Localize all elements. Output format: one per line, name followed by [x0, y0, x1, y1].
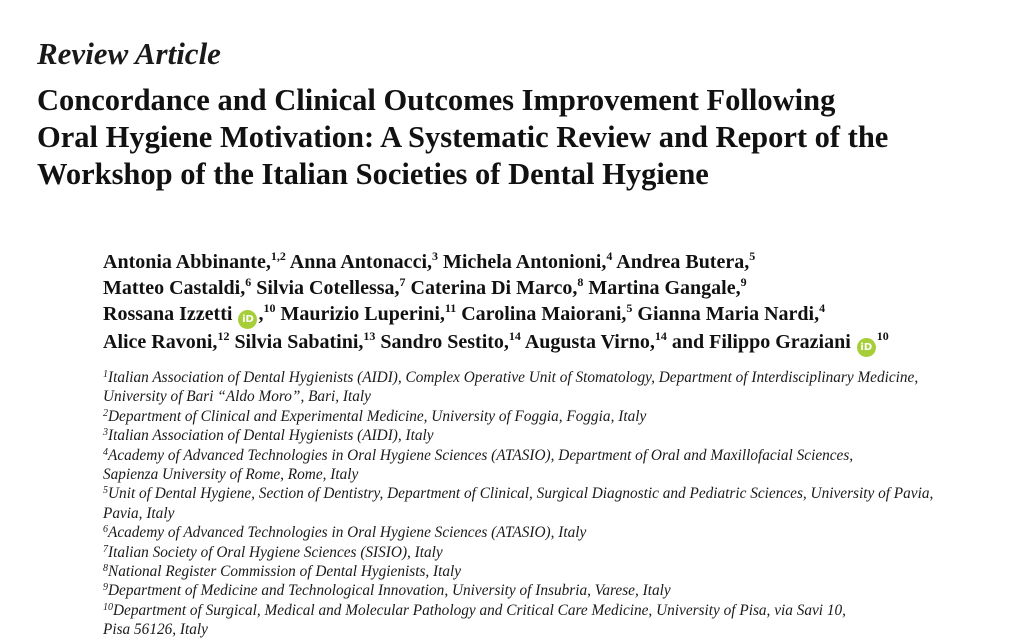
affiliation-text: Pisa 56126, Italy — [103, 621, 208, 639]
affiliation-line — [103, 523, 983, 542]
affiliation-text: Department of Surgical, Medical and Molecular Pathology and Critical Care Medicine, University of Pisa, via Savi 10, — [113, 601, 846, 619]
author-line — [103, 249, 983, 275]
affiliation-marker[interactable]: 11 — [444, 301, 457, 315]
affiliation-text: Pavia, Italy — [103, 504, 175, 522]
affiliation-marker[interactable]: 5 — [749, 249, 756, 263]
affiliation-marker[interactable]: 14 — [654, 329, 667, 343]
author-name[interactable]: Michela Antonioni,$^4$ — [443, 249, 613, 273]
affiliation-number: 7 — [103, 543, 108, 555]
affiliation-text: Italian Association of Dental Hygienists (AIDI), Italy — [108, 427, 434, 445]
affiliation-marker[interactable]: 7 — [399, 275, 406, 289]
affiliation-list — [103, 368, 983, 640]
affiliation-line — [103, 446, 983, 465]
author-name[interactable]: Alice Ravoni,$^{12}$ — [103, 329, 230, 353]
affiliation-marker[interactable]: 12 — [217, 329, 230, 343]
author-name[interactable]: Matteo Castaldi,$^6$ — [103, 275, 252, 299]
title-line: Concordance and Clinical Outcomes Improvement Following — [37, 83, 836, 117]
title-line: Oral Hygiene Motivation: A Systematic Review and Report of the — [37, 120, 889, 154]
affiliation-marker[interactable]: 1,2 — [270, 249, 286, 263]
affiliation-number: 1 — [103, 369, 108, 380]
affiliation-text: Department of Medicine and Technological Innovation, University of Insubria, Varese, Italy — [108, 582, 671, 600]
article-title — [37, 82, 987, 193]
author-name[interactable]: Gianna Maria Nardi,$^4$ — [637, 301, 826, 325]
author-name[interactable]: Anna Antonacci,$^3$ — [289, 249, 438, 273]
article-type: Review Article — [37, 36, 221, 71]
affiliation-line — [103, 426, 983, 445]
affiliation-line — [103, 543, 983, 562]
author-name[interactable]: Sandro Sestito,$^{14}$ — [380, 329, 521, 353]
author-name[interactable]: Andrea Butera,$^5$ — [616, 249, 756, 273]
affiliation-line — [103, 504, 983, 523]
author-name[interactable]: Rossana Izzetti iD ,$^{10}$ — [103, 303, 275, 325]
affiliation-line — [103, 562, 983, 581]
affiliation-marker[interactable]: 14 — [508, 329, 521, 343]
affiliation-number: 5 — [103, 485, 108, 497]
affiliation-text: Academy of Advanced Technologies in Oral Hygiene Sciences (ATASIO), Department of Oral and Maxillofacial Sciences, — [108, 446, 854, 464]
affiliation-line — [103, 368, 983, 387]
author-name[interactable]: Silvia Cotellessa,$^7$ — [256, 275, 406, 299]
affiliation-text: Unit of Dental Hygiene, Section of Dentistry, Department of Clinical, Surgical Diagnostic and Pediatric Sciences, University of Pavia, — [108, 485, 934, 503]
author-name[interactable]: Caterina Di Marco,$^8$ — [410, 275, 584, 299]
affiliation-line — [103, 465, 983, 484]
affiliation-marker[interactable]: 10 — [263, 301, 276, 315]
affiliation-marker[interactable]: 3 — [432, 249, 438, 263]
affiliation-marker[interactable]: 4 — [819, 301, 826, 315]
author-name[interactable]: Antonia Abbinante,$^{1,2}$ — [103, 249, 286, 273]
affiliation-text: National Register Commission of Dental Hygienists, Italy — [108, 563, 462, 581]
affiliation-marker[interactable]: 4 — [606, 249, 613, 263]
author-name[interactable]: Martina Gangale,$^9$ — [588, 275, 747, 299]
affiliation-text: Italian Society of Oral Hygiene Sciences (SISIO), Italy — [108, 543, 443, 561]
affiliation-number: 8 — [103, 563, 108, 575]
affiliation-number: 6 — [103, 524, 108, 536]
affiliation-number: 9 — [103, 582, 108, 594]
affiliation-marker[interactable]: 10 — [876, 329, 889, 343]
affiliation-line — [103, 601, 983, 620]
affiliation-text: Department of Clinical and Experimental Medicine, University of Foggia, Foggia, Italy — [108, 407, 647, 425]
affiliation-line — [103, 387, 983, 406]
affiliation-marker[interactable]: 13 — [363, 329, 376, 343]
affiliation-text: Academy of Advanced Technologies in Oral Hygiene Sciences (ATASIO), Italy — [108, 524, 587, 542]
affiliation-marker[interactable]: 9 — [740, 275, 747, 289]
affiliation-line — [103, 581, 983, 600]
author-name[interactable]: Carolina Maiorani,$^5$ — [461, 301, 633, 325]
affiliation-number: 3 — [103, 427, 108, 439]
author-name[interactable]: Augusta Virno,$^{14}$ — [524, 329, 667, 353]
orcid-icon[interactable]: iD — [238, 310, 257, 329]
affiliation-text: University of Bari “Aldo Moro”, Bari, Italy — [103, 388, 371, 406]
affiliation-line — [103, 620, 983, 639]
affiliation-number: 10 — [103, 601, 113, 613]
author-name[interactable]: and Filippo Graziani $iD^{10}$ — [672, 331, 889, 353]
affiliation-marker[interactable]: 8 — [577, 275, 584, 289]
affiliation-text: Italian Association of Dental Hygienists (AIDI), Complex Operative Unit of Stomatology, Department of Interdisciplinary Medicine, — [108, 369, 919, 386]
author-name[interactable]: Silvia Sabatini,$^{13}$ — [234, 329, 376, 353]
author-name[interactable]: Maurizio Luperini,$^{11}$ — [280, 301, 457, 325]
orcid-icon[interactable]: iD — [857, 338, 876, 357]
author-line — [103, 301, 983, 329]
author-list — [103, 249, 983, 357]
affiliation-marker[interactable]: 5 — [626, 301, 633, 315]
affiliation-line — [103, 484, 983, 503]
author-line — [103, 329, 983, 357]
affiliation-number: 4 — [103, 446, 108, 458]
title-line: Workshop of the Italian Societies of Dental Hygiene — [37, 157, 709, 191]
affiliation-marker[interactable]: 6 — [245, 275, 252, 289]
affiliation-line — [103, 407, 983, 426]
author-line — [103, 275, 983, 301]
affiliation-text: Sapienza University of Rome, Rome, Italy — [103, 466, 359, 484]
affiliation-number: 2 — [103, 407, 108, 419]
